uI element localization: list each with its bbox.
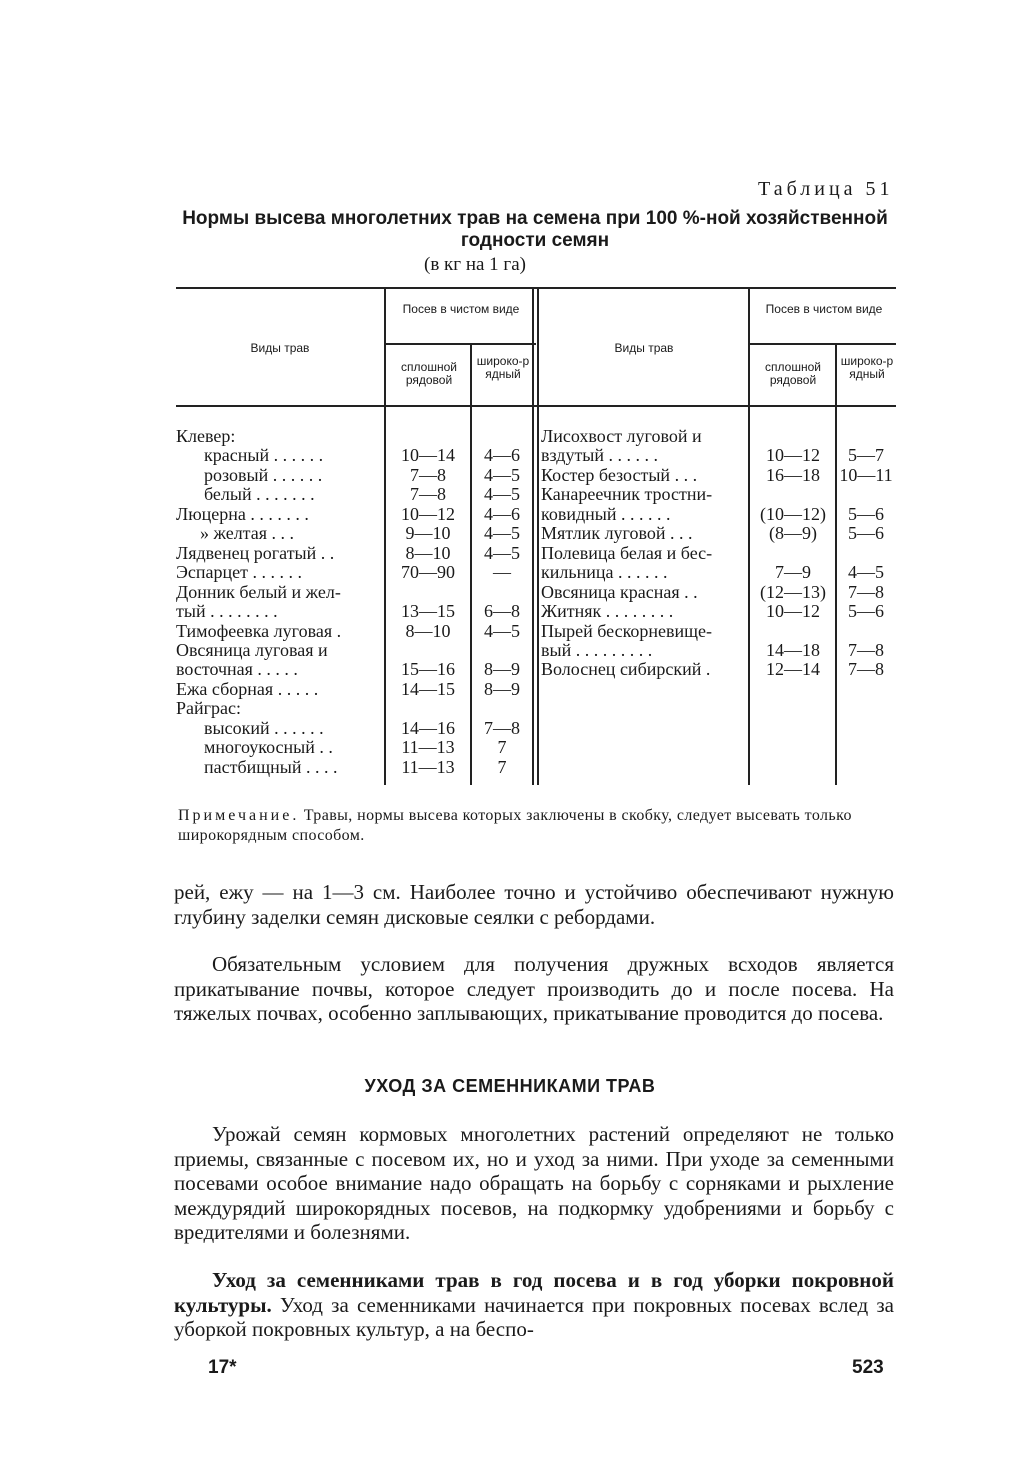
species-name: Лядвенец рогатый . . (176, 542, 335, 563)
species-name: Канареечник тростни- (541, 484, 713, 505)
table-top-rule (176, 287, 896, 289)
center-double-rule-a (532, 287, 534, 785)
species-name: розовый . . . . . . (204, 464, 323, 485)
species-name: Волоснец сибирский . (541, 659, 711, 680)
species-name: Люцерна . . . . . . . (176, 503, 309, 524)
right-wide-header: широко-рядный (840, 354, 894, 381)
species-name: Лисохвост луговой и (541, 426, 702, 446)
table-title-line1: Нормы высева многолетних трав на семена при 100 %-ной хозяйственной (182, 208, 888, 229)
species-name: Овсяница красная . . (541, 581, 698, 602)
wide-row-sowing-rate: 8—9 (484, 659, 520, 680)
wide-row-sowing-rate: 7—8 (848, 639, 884, 660)
species-name: красный . . . . . . (204, 445, 324, 466)
row-sowing-rate: 14—16 (401, 717, 455, 738)
table-header-rule (176, 405, 896, 407)
row-sowing-rate: 12—14 (766, 659, 820, 680)
species-name: Пырей бескорневище- (541, 620, 712, 641)
left-row-header: сплошной рядовой (401, 360, 457, 387)
row-sowing-rate: 10—12 (766, 601, 820, 622)
paragraph-care-lead: Уход за семенниками трав в год посева и в год уборки покровной культуры. (174, 1268, 894, 1317)
wide-row-sowing-rate: 4—5 (484, 523, 520, 544)
row-sowing-rate: 7—8 (410, 484, 446, 505)
table-label: Таблица 51 (758, 178, 894, 200)
row-sowing-rate: 7—8 (410, 464, 446, 485)
wide-row-sowing-rate: 5—6 (848, 503, 884, 524)
left-subheader-rule (386, 343, 536, 345)
species-name: восточная . . . . . (176, 659, 298, 680)
species-name: вый . . . . . . . . . (541, 639, 653, 660)
note-label: Примечание. (178, 807, 300, 824)
species-name: Ежа сборная . . . . . (176, 678, 319, 699)
species-name: кильница . . . . . . (541, 562, 668, 583)
wide-row-sowing-rate: 7 (497, 737, 507, 758)
right-species-header: Виды трав (614, 341, 674, 355)
row-sowing-rate: (10—12) (760, 503, 826, 524)
row-sowing-rate: (12—13) (760, 581, 826, 602)
row-sowing-rate: 9—10 (405, 523, 451, 544)
species-name: Донник белый и жел- (176, 581, 341, 602)
table-title-line2: годности семян (460, 230, 610, 251)
species-name: многоукосный . . (204, 737, 333, 758)
wide-row-sowing-rate: 7—8 (848, 659, 884, 680)
row-sowing-rate: 13—15 (401, 601, 455, 622)
right-subheader-rule (750, 343, 896, 345)
paragraph-continuation: рей, ежу — на 1—3 см. Наиболее точно и устойчиво обеспечивают нужную глубину заделки семян дисковые сеялки с ребордами. (174, 880, 894, 929)
row-sowing-rate: 70—90 (401, 562, 455, 583)
species-name: Полевица белая и бес- (541, 542, 713, 563)
row-sowing-rate: 16—18 (766, 464, 820, 485)
right-group-header: Посев в чистом виде (765, 302, 883, 316)
row-sowing-rate: 14—18 (766, 639, 820, 660)
species-name: Житняк . . . . . . . . (541, 601, 674, 622)
wide-row-sowing-rate: 5—6 (848, 601, 884, 622)
table-title (160, 208, 910, 252)
species-name: Эспарцет . . . . . . (176, 562, 302, 583)
left-species-header: Виды трав (250, 341, 310, 355)
species-name: Тимофеевка луговая . (176, 620, 342, 641)
species-name: Костер безостый . . . (541, 464, 698, 485)
wide-row-sowing-rate: 4—5 (484, 542, 520, 563)
wide-row-sowing-rate: 4—5 (848, 562, 884, 583)
row-sowing-rate: 8—10 (405, 620, 451, 641)
species-name: пастбищный . . . . (204, 756, 338, 777)
page-number: 523 (852, 1357, 884, 1378)
row-sowing-rate: 7—9 (775, 562, 811, 583)
wide-row-sowing-rate: 10—11 (839, 464, 893, 485)
species-name: высокий . . . . . . (204, 717, 324, 738)
note-text: Травы, нормы высева которых заключены в скобку, следует высевать только широкорядным способом. (178, 807, 852, 844)
species-name: » желтая . . . (200, 523, 295, 544)
paragraph-care-text: Уход за семенниками начинается при покровных посевах вслед за уборкой покровных культур, а на беспо- (174, 1292, 895, 1341)
species-name: Райграс: (176, 698, 241, 719)
wide-row-sowing-rate: 4—5 (484, 464, 520, 485)
species-name: Овсяница луговая и (176, 639, 328, 660)
species-name: вздутый . . . . . . (541, 445, 659, 466)
wide-row-sowing-rate: 7—8 (484, 717, 520, 738)
left-group-header: Посев в чистом виде (402, 302, 520, 316)
species-name: Мятлик луговой . . . (541, 523, 693, 544)
row-sowing-rate: 8—10 (405, 542, 451, 563)
paragraph-seed-yield: Урожай семян кормовых многолетних растений определяют не только приемы, связанные с посевом их, но и уход за ними. При уходе за семенными посевами особое внимание надо обращать на борьбу с сорняками и рыхление междурядий широкорядных посевов, на подкормку удобрениями и борьбу с вредителями и болезнями. (174, 1122, 894, 1244)
row-sowing-rate: 10—12 (401, 503, 455, 524)
wide-row-sowing-rate: 5—6 (848, 523, 884, 544)
table-units: (в кг на 1 га) (424, 254, 526, 275)
right-row-header: сплошной рядовой (765, 360, 821, 387)
wide-row-sowing-rate: 4—5 (484, 620, 520, 641)
species-name: ковидный . . . . . . (541, 503, 671, 524)
row-sowing-rate: 14—15 (401, 678, 455, 699)
wide-row-sowing-rate: — (493, 562, 511, 583)
paragraph-care (174, 1268, 894, 1342)
row-sowing-rate: 10—12 (766, 445, 820, 466)
wide-row-sowing-rate: 7—8 (848, 581, 884, 602)
wide-row-sowing-rate: 5—7 (848, 445, 884, 466)
table-note (178, 806, 898, 846)
species-name: тый . . . . . . . . (176, 601, 278, 622)
row-sowing-rate: 10—14 (401, 445, 455, 466)
wide-row-sowing-rate: 4—6 (484, 503, 520, 524)
species-name: Клевер: (176, 426, 236, 446)
row-sowing-rate: 11—13 (401, 737, 455, 758)
wide-row-sowing-rate: 4—6 (484, 445, 520, 466)
row-sowing-rate: 15—16 (401, 659, 455, 680)
row-sowing-rate: (8—9) (769, 523, 817, 544)
signature-mark: 17* (208, 1357, 237, 1378)
row-sowing-rate: 11—13 (401, 756, 455, 777)
wide-row-sowing-rate: 4—5 (484, 484, 520, 505)
wide-row-sowing-rate: 7 (497, 756, 507, 777)
wide-row-sowing-rate: 6—8 (484, 601, 520, 622)
wide-row-sowing-rate: 8—9 (484, 678, 520, 699)
section-heading: УХОД ЗА СЕМЕННИКАМИ ТРАВ (364, 1076, 656, 1096)
left-wide-header: широко-рядный (476, 354, 530, 381)
right-species-divider (748, 287, 750, 785)
species-name: белый . . . . . . . (204, 484, 315, 505)
center-double-rule-b (537, 287, 539, 785)
paragraph-rolling: Обязательным условием для получения дружных всходов является прикатывание почвы, которое следует производить до и после посева. На тяжелых почвах, особенно заплывающих, прикатывание проводится до посева. (174, 952, 894, 1025)
